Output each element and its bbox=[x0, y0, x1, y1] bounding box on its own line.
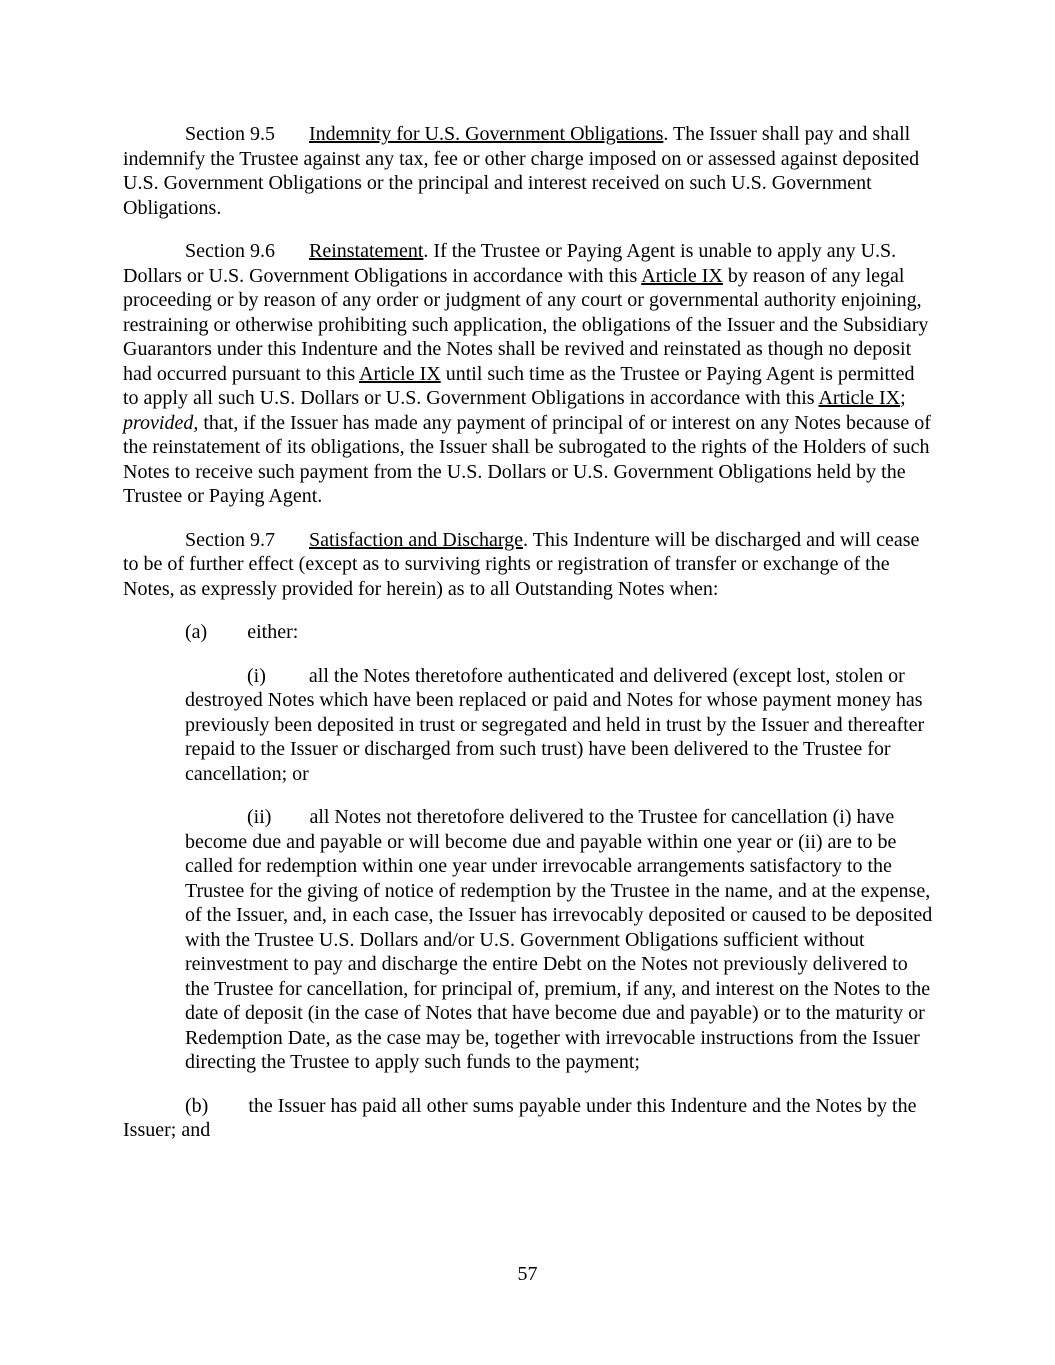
text-segment: . This Indenture will be discharged and will cease to be of further effect (except as to surviving rights or registration of transfer or exchange of the Notes, as expressly provided for herein) as to all Outstanding Notes when: bbox=[123, 528, 920, 600]
paragraph-item-b bbox=[123, 1094, 933, 1143]
text-segment: that, if the Issuer has made any payment of principal of or interest on any Notes because of the reinstatement of its obligations, the Issuer shall be subrogated to the rights of the Holders of such Notes to receive such payment from the U.S. Dollars or U.S. Government Obligations held by the Trustee or Paying Agent. bbox=[123, 411, 931, 507]
text-segment: Indemnity for U.S. Government Obligations bbox=[309, 123, 664, 145]
text-segment: Satisfaction and Discharge bbox=[309, 528, 524, 551]
text-segment: Article IX bbox=[818, 387, 901, 409]
text-segment: ; bbox=[900, 387, 906, 409]
text-segment: Section 9.6 bbox=[185, 240, 275, 262]
text-segment: until such time as the Trustee or Paying Agent is permitted to apply all such U.S. Dollars or U.S. Government Obligations in accordance with this bbox=[123, 362, 915, 409]
text-segment: (b) bbox=[185, 1094, 209, 1117]
paragraph-section-9-5 bbox=[123, 122, 933, 220]
text-segment: Reinstatement bbox=[309, 240, 424, 262]
text-segment: the Issuer has paid all other sums payable under this Indenture and the Notes by the Issuer; and bbox=[123, 1094, 917, 1141]
text-segment: either: bbox=[247, 621, 299, 643]
paragraph-item-ii bbox=[185, 805, 933, 1075]
paragraph-item-i bbox=[185, 664, 933, 787]
text-segment: provided, bbox=[123, 411, 199, 434]
text-segment: (a) bbox=[185, 621, 208, 643]
paragraph-item-a bbox=[123, 620, 933, 645]
text-segment: Section 9.5 bbox=[185, 123, 275, 145]
text-segment: all Notes not theretofore delivered to the Trustee for cancellation (i) have become due and payable or will become due and payable within one year or (ii) are to be called for redemption within one year under irrevocable arrangements satisfactory to the Trustee for the giving of notice of redemption by the Trustee in the name, and at the expense, of the Issuer, and, in each case, the Issuer has irrevocably deposited or caused to be deposited with the Trustee U.S. Dollars and/or U.S. Government Obligations sufficient without reinvestment to pay and discharge the entire Debt on the Notes not previously delivered to the Trustee for cancellation, for principal of, premium, if any, and interest on the Notes to the date of deposit (in the case of Notes that have become due and payable) or to the maturity or Redemption Date, as the case may be, together with irrevocable instructions from the Issuer directing the Trustee to apply such funds to the payment; bbox=[185, 806, 933, 1073]
page-number: 57 bbox=[517, 1263, 538, 1285]
text-segment: . The Issuer shall pay and shall indemnify the Trustee against any tax, fee or other charge imposed on or assessed against deposited U.S. Government Obligations or the principal and interest received on such U.S. Government Obligations. bbox=[123, 123, 920, 219]
text-segment: Section 9.7 bbox=[185, 528, 275, 551]
text-segment: (ii) bbox=[247, 806, 272, 828]
text-segment: all the Notes theretofore authenticated and delivered (except lost, stolen or destroyed Notes which have been replaced or paid and Notes for whose payment money has previously been deposited in trust or segregated and held in trust by the Issuer and thereafter repaid to the Issuer or discharged from such trust) have been delivered to the Trustee for cancellation; or bbox=[185, 664, 925, 785]
paragraph-section-9-6 bbox=[123, 239, 933, 509]
text-segment: Article IX bbox=[641, 264, 723, 287]
text-segment: by reason of any legal proceeding or by reason of any order or judgment of any court or governmental authority enjoining, restraining or otherwise prohibiting such application, the obligations of the Issuer and the Subsidiary Guarantors under this Indenture and the Notes shall be revived and reinstated as though no deposit had occurred pursuant to this bbox=[123, 264, 929, 385]
paragraph-section-9-7 bbox=[123, 528, 933, 602]
text-segment: Article IX bbox=[359, 362, 441, 385]
text-segment: . If the Trustee or Paying Agent is unable to apply any U.S. Dollars or U.S. Government Obligations in accordance with this bbox=[123, 240, 897, 287]
text-segment: (i) bbox=[247, 664, 266, 687]
